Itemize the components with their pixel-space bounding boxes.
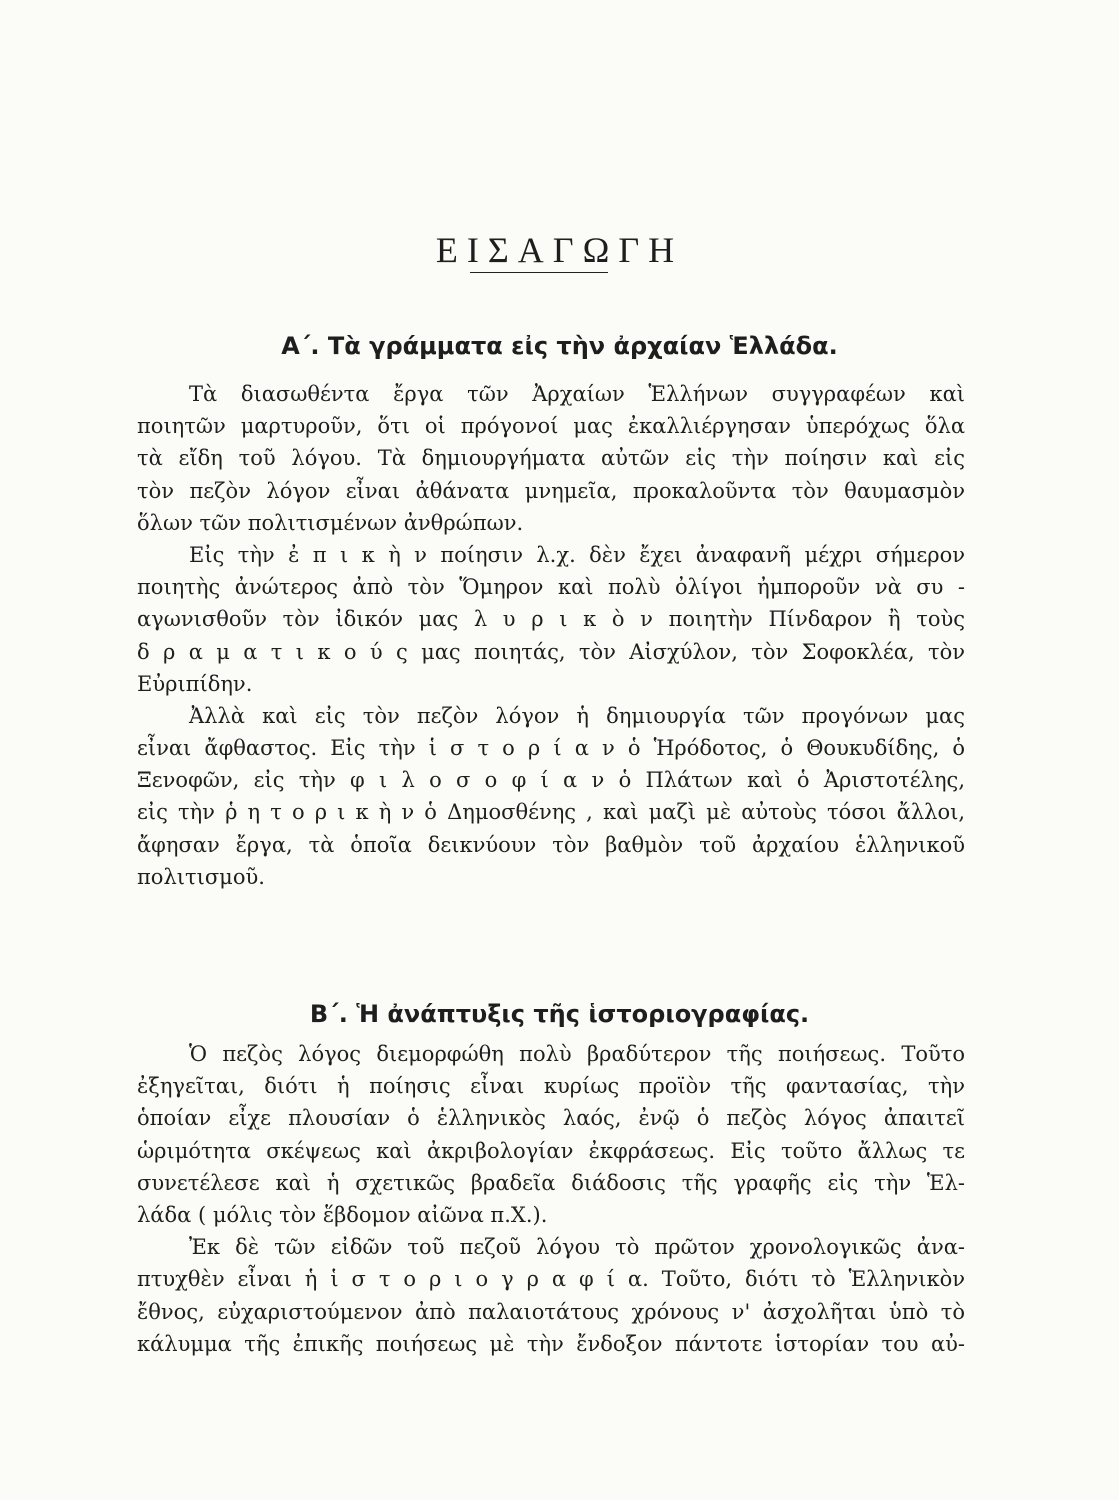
text-line: δ ρ α μ α τ ι κ ο ύ ς μας ποιητάς, τὸν Αἰσχύλον, τὸν Σοφοκλέα, τὸν	[137, 639, 965, 664]
text-line: ὅλων τῶν πολιτισμένων ἀνθρώπων.	[137, 510, 524, 535]
section-b-heading: Β΄. Ἡ ἀνάπτυξις τῆς ἱστοριογραφίας.	[309, 999, 810, 1028]
section-b-body	[137, 1038, 965, 1360]
text-line: ποιητὴς ἀνώτερος ἀπὸ τὸν Ὅμηρον καὶ πολὺ ὀλίγοι ἠμποροῦν νὰ συ -	[137, 575, 965, 600]
text-line: Ξενοφῶν, εἰς τὴν φ ι λ ο σ ο φ ί α ν ὁ Πλάτων καὶ ὁ Ἀριστοτέλης,	[137, 768, 965, 793]
text-line: πολιτισμοῦ.	[137, 864, 265, 889]
text-line: Εἰς τὴν ἐ π ι κ ὴ ν ποίησιν λ.χ. δὲν ἔχει ἀναφανῆ μέχρι σήμερον	[189, 542, 965, 567]
title-divider	[470, 272, 608, 273]
text-line: πτυχθὲν εἶναι ἡ ἱ σ τ ο ρ ι ο γ ρ α φ ί α. Τοῦτο, διότι τὸ Ἑλληνικὸν	[137, 1267, 965, 1292]
text-line: τὰ εἴδη τοῦ λόγου. Τὰ δημιουργήματα αὐτῶν εἰς τὴν ποίησιν καὶ εἰς	[137, 446, 965, 471]
text-line: Τὰ διασωθέντα ἔργα τῶν Ἀρχαίων Ἑλλήνων συγγραφέων καὶ	[189, 382, 965, 406]
section-a-heading: Α΄. Τὰ γράμματα εἰς τὴν ἀρχαίαν Ἑλλάδα.	[281, 331, 838, 360]
text-line: ἔθνος, εὐχαριστούμενον ἀπὸ παλαιοτάτους χρόνους ν' ἀσχολῆται ὑπὸ τὸ	[137, 1299, 965, 1324]
section-a-body	[137, 378, 965, 893]
text-line: συνετέλεσε καὶ ἡ σχετικῶς βραδεῖα διάδοσις τῆς γραφῆς εἰς τὴν Ἑλ-	[137, 1170, 965, 1195]
text-line: αγωνισθοῦν τὸν ἰδικόν μας λ υ ρ ι κ ὸ ν ποιητὴν Πίνδαρον ἢ τοὺς	[137, 607, 965, 632]
text-line: εἶναι ἄφθαστος. Εἰς τὴν ἱ σ τ ο ρ ί α ν ὁ Ἡρόδοτος, ὁ Θουκυδίδης, ὁ	[137, 736, 965, 761]
page-title: ΕΙΣΑΓΩΓΗ	[435, 230, 684, 271]
text-line: ποιητῶν μαρτυροῦν, ὅτι οἱ πρόγονοί μας ἐκαλλιέργησαν ὑπερόχως ὅλα	[137, 414, 965, 439]
text-line: Εὐριπίδην.	[137, 671, 253, 696]
text-line: κάλυμμα τῆς ἐπικῆς ποιήσεως μὲ τὴν ἔνδοξον πάντοτε ἱστορίαν του αὐ-	[137, 1331, 965, 1356]
text-line: ὡριμότητα σκέψεως καὶ ἀκριβολογίαν ἐκφράσεως. Εἰς τοῦτο ἄλλως τε	[137, 1138, 965, 1163]
text-line: Ὁ πεζὸς λόγος διεμορφώθη πολὺ βραδύτερον τῆς ποιήσεως. Τοῦτο	[189, 1042, 965, 1066]
text-line: τὸν πεζὸν λόγον εἶναι ἀθάνατα μνημεῖα, προκαλοῦντα τὸν θαυμασμὸν	[137, 478, 965, 503]
text-line: ὁποίαν εἶχε πλουσίαν ὁ ἑλληνικὸς λαός, ἐνῷ ὁ πεζὸς λόγος ἀπαιτεῖ	[137, 1106, 965, 1131]
text-line: Ἀλλὰ καὶ εἰς τὸν πεζὸν λόγον ἡ δημιουργία τῶν προγόνων μας	[189, 703, 965, 728]
text-line: λάδα ( μόλις τὸν ἕβδομον αἰῶνα π.Χ.).	[137, 1202, 548, 1227]
text-line: εἰς τὴν ῥ η τ ο ρ ι κ ὴ ν ὁ Δημοσθένης , καὶ μαζὶ μὲ αὐτοὺς τόσοι ἄλλοι,	[137, 800, 965, 825]
text-line: Ἐκ δὲ τῶν εἰδῶν τοῦ πεζοῦ λόγου τὸ πρῶτον χρονολογικῶς ἀνα-	[189, 1235, 965, 1260]
text-line: ἐξηγεῖται, διότι ἡ ποίησις εἶναι κυρίως προϊὸν τῆς φαντασίας, τὴν	[137, 1074, 965, 1099]
text-line: ἄφησαν ἔργα, τὰ ὁποῖα δεικνύουν τὸν βαθμὸν τοῦ ἀρχαίου ἑλληνικοῦ	[137, 832, 965, 857]
